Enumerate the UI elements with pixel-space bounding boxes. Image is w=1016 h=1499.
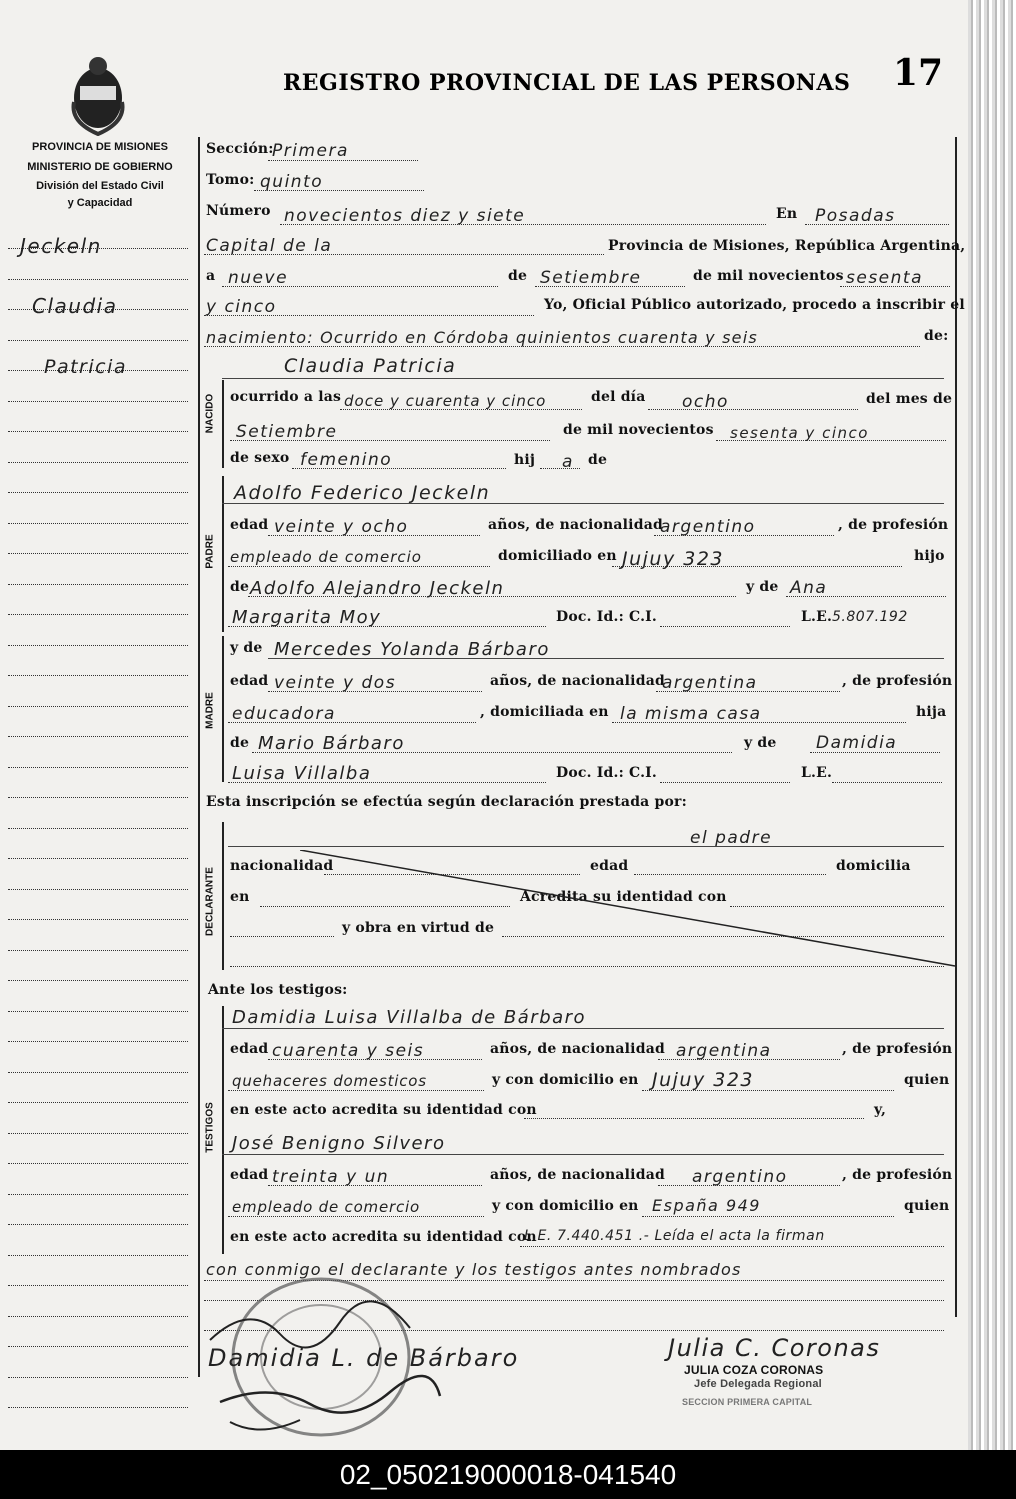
madre-nombre-value: Mercedes Yolanda Bárbaro xyxy=(274,639,550,660)
abuela-p-yde-label: y de xyxy=(746,579,779,595)
t1-acredita-label: en este acto acredita su identidad con xyxy=(230,1102,537,1118)
margin-line xyxy=(8,645,188,646)
margin-line xyxy=(8,614,188,615)
madre-edad-label: edad xyxy=(230,673,269,689)
padre-dom-value: Jujuy 323 xyxy=(622,548,725,570)
decl-domicilia-label: domicilia xyxy=(836,858,911,874)
madre-dom-line xyxy=(612,722,906,723)
ante-label: Ante los testigos: xyxy=(208,982,348,998)
document-title: REGISTRO PROVINCIAL DE LAS PERSONAS xyxy=(283,70,851,96)
margin-line xyxy=(8,980,188,981)
del-mes-label: del mes de xyxy=(866,391,953,407)
domiciliada-label: , domiciliada en xyxy=(480,704,609,720)
t2-quien-label: quien xyxy=(904,1198,950,1214)
padre-prof-value: empleado de comercio xyxy=(230,548,422,566)
nacido-section-label: NACIDO xyxy=(204,393,216,434)
t2-edad-line xyxy=(268,1185,482,1186)
t2-edad-label: edad xyxy=(230,1167,269,1183)
dia-nac-value: ocho xyxy=(682,392,729,412)
margin-surname: Jeckeln xyxy=(20,234,102,258)
margin-line xyxy=(8,675,188,676)
margin-line xyxy=(8,797,188,798)
hij-value: a xyxy=(562,452,574,472)
t2-prof-value: empleado de comercio xyxy=(232,1198,420,1216)
declarante-value: el padre xyxy=(690,828,773,848)
padre-border xyxy=(222,476,224,632)
frame-right-border xyxy=(955,137,957,1317)
abuela-p2-value: Margarita Moy xyxy=(232,607,382,628)
padre-section-label: PADRE xyxy=(204,534,216,569)
abuelo-m-line xyxy=(252,752,732,753)
margin-line xyxy=(8,431,188,432)
hijo-label: hijo xyxy=(914,548,945,564)
t2-acredita-label: en este acto acredita su identidad con xyxy=(230,1229,537,1245)
hij-de-label: de xyxy=(588,452,608,468)
margin-line xyxy=(8,1285,188,1286)
tomo-line xyxy=(254,190,424,191)
t1-quien-label: quien xyxy=(904,1072,950,1088)
tomo-label: Tomo: xyxy=(206,172,255,188)
madre-doc-line xyxy=(660,782,790,783)
t1-anos-label: años, de nacionalidad xyxy=(490,1041,665,1057)
t2-id-value: L.E. 7.440.451 .- Leída el acta la firman xyxy=(524,1228,825,1244)
abuela-m-yde-label: y de xyxy=(744,735,777,751)
abuela-m1-line xyxy=(810,752,940,753)
anio-nac-value: sesenta y cinco xyxy=(730,424,869,442)
t1-acredita-line xyxy=(524,1118,864,1119)
image-code: 02_050219000018-041540 xyxy=(0,1450,1016,1499)
hora-value: doce y cuarenta y cinco xyxy=(344,392,547,410)
t1-edad-label: edad xyxy=(230,1041,269,1057)
abuelo-m-de-label: de xyxy=(230,735,250,751)
padre-prof-line xyxy=(228,566,490,567)
decl-edad-label: edad xyxy=(590,858,629,874)
hij-line xyxy=(540,468,580,469)
t1-dom-value: Jujuy 323 xyxy=(652,1069,755,1091)
madre-yde-label: y de xyxy=(230,640,263,656)
tomo-value: quinto xyxy=(260,172,324,192)
domiciliado-label: domiciliado en xyxy=(498,548,617,564)
declarante-section-label: DECLARANTE xyxy=(204,867,216,936)
margin-line xyxy=(8,1194,188,1195)
anio-line xyxy=(840,286,950,287)
t1-edad-value: cuarenta y seis xyxy=(272,1041,425,1061)
hora-line xyxy=(340,409,582,410)
margin-line xyxy=(8,736,188,737)
padre-le-label: L.E. xyxy=(801,609,833,625)
stamp-role: Jefe Delegada Regional xyxy=(694,1378,822,1390)
numero-value: novecientos diez y siete xyxy=(284,206,526,226)
t2-dom-line xyxy=(642,1216,894,1217)
anio-value: sesenta xyxy=(846,268,923,288)
margin-line xyxy=(8,858,188,859)
madre-prof-line xyxy=(228,722,476,723)
esta-inscripcion-label: Esta inscripción se efectúa según declaración prestada por: xyxy=(206,794,687,810)
margin-line xyxy=(8,462,188,463)
en-line xyxy=(805,224,949,225)
mes-value: Setiembre xyxy=(540,268,642,288)
margin-second-name: Patricia xyxy=(44,356,128,378)
margin-line xyxy=(8,1346,188,1347)
signature-scribble-1 xyxy=(190,1292,470,1442)
t1-nombre-value: Damidia Luisa Villalba de Bárbaro xyxy=(232,1007,587,1028)
t2-nac-value: argentino xyxy=(692,1167,788,1187)
margin-line xyxy=(8,584,188,585)
nacimiento-value: nacimiento: Ocurrido en Córdoba quinientos cuarenta y seis xyxy=(206,328,758,347)
t1-prof-value: quehaceres domesticos xyxy=(232,1072,427,1090)
province-label: PROVINCIA DE MISIONES xyxy=(32,141,168,153)
t1-nac-value: argentina xyxy=(676,1041,772,1061)
margin-line xyxy=(8,492,188,493)
t2-nombre-value: José Benigno Silvero xyxy=(232,1133,446,1154)
seccion-line xyxy=(268,160,418,161)
decl-nac-label: nacionalidad xyxy=(230,858,334,874)
abuelo-p-de-label: de xyxy=(230,579,250,595)
t2-prof-label: , de profesión xyxy=(842,1167,953,1183)
division-label: División del Estado Civil xyxy=(36,180,164,192)
page-edge xyxy=(968,0,1016,1450)
madre-prof-label: , de profesión xyxy=(842,673,953,689)
abuela-p2-line xyxy=(228,626,546,627)
stamp-name: JULIA COZA CORONAS xyxy=(684,1363,824,1377)
abuela-m2-value: Luisa Villalba xyxy=(232,763,372,784)
frame-left-border xyxy=(198,137,200,1377)
madre-dom-value: la misma casa xyxy=(620,704,762,724)
en-label: En xyxy=(776,206,798,222)
testigos-border xyxy=(222,1006,224,1254)
capital-value: Capital de la xyxy=(206,236,333,256)
ministry-label: MINISTERIO DE GOBIERNO xyxy=(27,161,173,173)
t1-dom-label: y con domicilio en xyxy=(492,1072,639,1088)
yo-label: Yo, Oficial Público autorizado, procedo a inscribir el xyxy=(544,297,965,313)
margin-line xyxy=(8,1011,188,1012)
margin-line xyxy=(8,1041,188,1042)
testigos-section-label: TESTIGOS xyxy=(204,1102,216,1153)
madre-nac-value: argentina xyxy=(662,673,758,693)
padre-edad-value: veinte y ocho xyxy=(274,517,409,537)
t2-anos-label: años, de nacionalidad xyxy=(490,1167,665,1183)
t2-nac-line xyxy=(658,1185,840,1186)
t1-y-label: y, xyxy=(874,1102,887,1118)
margin-line xyxy=(8,828,188,829)
abuela-p1-line xyxy=(786,596,946,597)
margin-line xyxy=(8,553,188,554)
t2-prof-line xyxy=(228,1216,484,1217)
margin-line xyxy=(8,401,188,402)
strike-diagonal xyxy=(300,850,960,970)
decl-acredita-label: Acredita su identidad con xyxy=(520,889,727,905)
nombre-line xyxy=(222,378,944,379)
en-value: Posadas xyxy=(815,206,896,226)
de-mil-nac-label: de mil novecientos xyxy=(563,422,714,438)
margin-line xyxy=(8,767,188,768)
a-label: a xyxy=(206,268,216,284)
madre-le-label: L.E. xyxy=(801,765,833,781)
t1-nac-line xyxy=(658,1059,840,1060)
stamp-office: SECCION PRIMERA CAPITAL xyxy=(682,1397,813,1407)
decl-obra-label: y obra en virtud de xyxy=(342,920,495,936)
abuela-p1-value: Ana xyxy=(790,578,828,598)
nacimiento-line xyxy=(204,346,920,347)
t1-edad-line xyxy=(268,1059,482,1060)
coat-of-arms-icon xyxy=(68,52,128,136)
margin-line xyxy=(8,523,188,524)
margin-first-name: Claudia xyxy=(32,294,118,318)
dia-nac-line xyxy=(648,409,858,410)
ocurrido-label: ocurrido a las xyxy=(230,389,342,405)
anio2-value: y cinco xyxy=(206,297,277,317)
anio-nac-line xyxy=(716,440,946,441)
nombre-value: Claudia Patricia xyxy=(284,355,457,377)
padre-prof-label: , de profesión xyxy=(838,517,949,533)
t1-prof-line xyxy=(228,1090,484,1091)
madre-edad-value: veinte y dos xyxy=(274,673,397,693)
abuelo-m-value: Mario Bárbaro xyxy=(258,733,405,754)
abuela-m1-value: Damidia xyxy=(816,733,898,753)
margin-line xyxy=(8,1407,188,1408)
provincia-label: Provincia de Misiones, República Argentina, xyxy=(608,238,966,254)
anio2-line xyxy=(204,315,534,316)
madre-prof-value: educadora xyxy=(232,704,336,724)
madre-nombre-line xyxy=(268,658,944,659)
madre-doc-label: Doc. Id.: C.I. xyxy=(556,765,657,781)
t1-dom-line xyxy=(642,1090,894,1091)
padre-nac-line xyxy=(654,535,834,536)
margin-line xyxy=(8,889,188,890)
sexo-label: de sexo xyxy=(230,450,290,466)
del-dia-label: del día xyxy=(591,389,646,405)
padre-nac-value: argentino xyxy=(660,517,756,537)
sexo-value: femenino xyxy=(300,450,393,470)
margin-line xyxy=(8,1255,188,1256)
t2-dom-value: España 949 xyxy=(652,1196,761,1215)
madre-nac-line xyxy=(656,691,840,692)
madre-section-label: MADRE xyxy=(204,692,216,729)
padre-anos-label: años, de nacionalidad xyxy=(488,517,663,533)
madre-le-line xyxy=(832,782,942,783)
margin-line xyxy=(8,919,188,920)
t1-nombre-line xyxy=(222,1028,944,1029)
t1-prof-label: , de profesión xyxy=(842,1041,953,1057)
madre-anos-label: años, de nacionalidad xyxy=(490,673,665,689)
numero-label: Número xyxy=(206,203,271,219)
padre-doc-label: Doc. Id.: C.I. xyxy=(556,609,657,625)
nacido-border xyxy=(222,380,224,468)
t2-nombre-line xyxy=(222,1154,944,1155)
abuela-m2-line xyxy=(228,782,546,783)
t2-edad-value: treinta y un xyxy=(272,1167,390,1187)
margin-line xyxy=(8,1377,188,1378)
padre-nombre-value: Adolfo Federico Jeckeln xyxy=(234,482,491,504)
capital-line xyxy=(204,254,604,255)
t2-id-line xyxy=(520,1246,944,1247)
dia-value: nueve xyxy=(228,268,289,288)
madre-border xyxy=(222,636,224,782)
padre-doc-line xyxy=(660,626,790,627)
seccion-label: Sección: xyxy=(206,141,274,157)
margin-line xyxy=(8,1072,188,1073)
margin-line xyxy=(8,1163,188,1164)
margin-line xyxy=(8,279,188,280)
declarante-border xyxy=(222,822,224,970)
mes-nac-line xyxy=(230,440,550,441)
de-colon-label: de: xyxy=(924,328,949,344)
margin-line xyxy=(8,1316,188,1317)
mes-line xyxy=(535,286,685,287)
sexo-line xyxy=(292,468,506,469)
margin-line xyxy=(8,1133,188,1134)
signature-official: Julia C. Coronas xyxy=(668,1334,881,1362)
numero-line xyxy=(280,224,766,225)
division-label-2: y Capacidad xyxy=(67,197,133,209)
declarante-line xyxy=(228,846,944,847)
de-mil-label: de mil novecientos xyxy=(693,268,844,284)
margin-line xyxy=(8,1224,188,1225)
padre-nombre-line xyxy=(222,503,944,504)
margin-line xyxy=(8,950,188,951)
mes-nac-value: Setiembre xyxy=(236,422,338,442)
abuelo-p-value: Adolfo Alejandro Jeckeln xyxy=(250,578,505,599)
decl-en-label: en xyxy=(230,889,250,905)
margin-line xyxy=(8,1102,188,1103)
cierre-value: con conmigo el declarante y los testigos antes nombrados xyxy=(206,1260,742,1279)
margin-line xyxy=(8,706,188,707)
padre-edad-line xyxy=(268,535,480,536)
abuelo-p-line xyxy=(248,596,736,597)
t2-dom-label: y con domicilio en xyxy=(492,1198,639,1214)
madre-edad-line xyxy=(268,691,482,692)
dia-line xyxy=(222,286,498,287)
padre-edad-label: edad xyxy=(230,517,269,533)
hij-label: hij xyxy=(514,452,536,468)
hija-label: hija xyxy=(916,704,947,720)
margin-line xyxy=(8,340,188,341)
padre-le-value: 5.807.192 xyxy=(832,609,908,625)
seccion-value: Primera xyxy=(272,141,349,161)
de-label: de xyxy=(508,268,528,284)
folio-number: 17 xyxy=(893,52,944,94)
signature-witness-1: Damidia L. de Bárbaro xyxy=(208,1344,520,1372)
padre-dom-line xyxy=(612,566,902,567)
